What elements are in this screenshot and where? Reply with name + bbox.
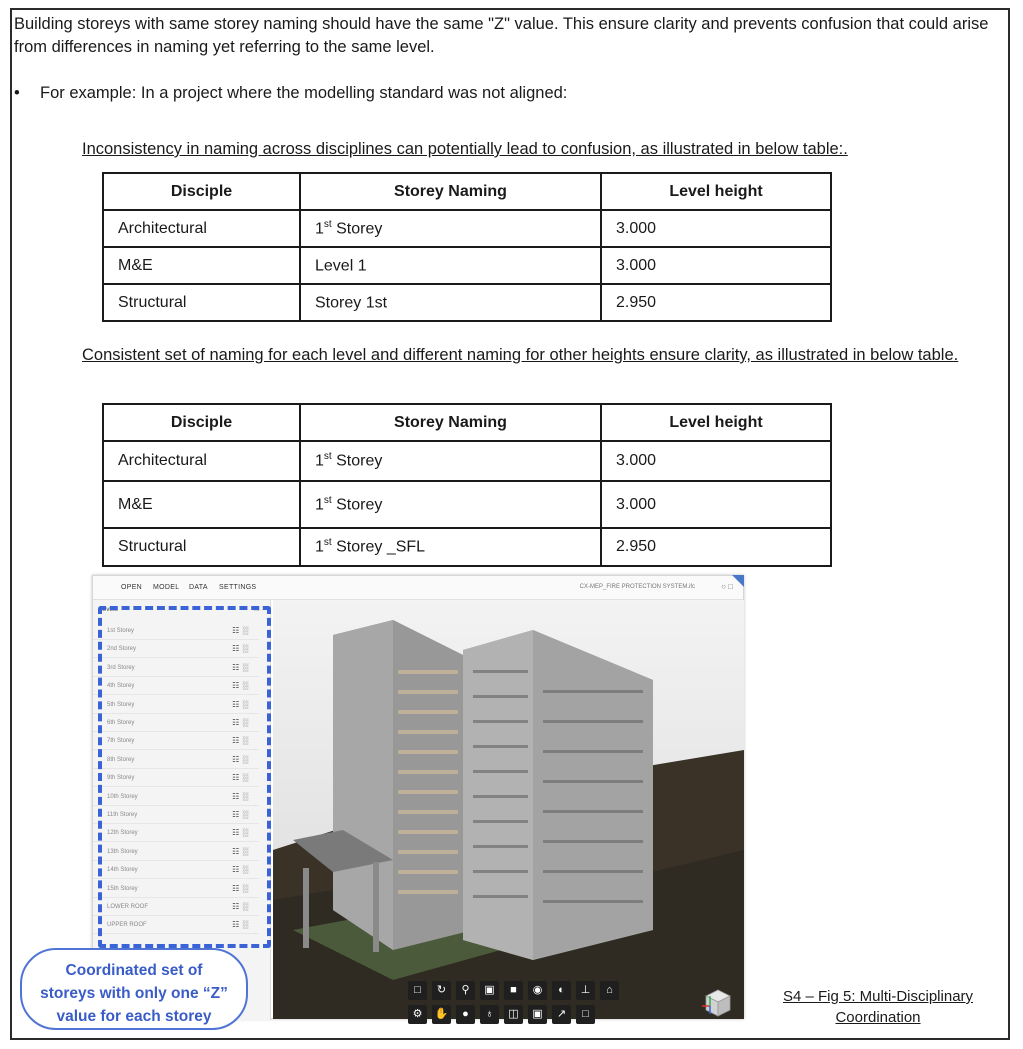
table-row: [103, 481, 831, 528]
levels-highlight-box: [98, 606, 271, 948]
user-icon[interactable]: ○ □: [721, 582, 733, 591]
level-visibility-icon[interactable]: ☷░: [232, 902, 251, 911]
level-name: 15th Storey: [107, 885, 138, 892]
table-row: [103, 210, 831, 247]
level-name: 6th Storey: [107, 720, 135, 726]
level-visibility-icon[interactable]: ☷░: [232, 883, 251, 893]
viewer-file-name: CX-MEP_FIRE PROTECTION SYSTEM.ifc: [579, 584, 695, 590]
cell-discipline: Structural: [103, 528, 300, 566]
level-name: 13th Storey: [107, 848, 138, 855]
header-storey-naming: Storey Naming: [300, 173, 601, 210]
cell-level-height: 3.000: [601, 247, 831, 284]
panel-close-icon[interactable]: □ ×: [254, 604, 266, 613]
viewer-menu-bar: [93, 576, 743, 600]
callout-line: value for each storey: [56, 1008, 212, 1025]
table-row: [103, 441, 831, 481]
table-row: [103, 528, 831, 566]
level-name: 10th Storey: [107, 793, 138, 800]
camera-icon[interactable]: ■: [504, 981, 523, 1000]
crop-icon[interactable]: □: [576, 1005, 595, 1024]
level-name: 1st Storey: [107, 628, 135, 634]
header-level-height: Level height: [601, 404, 831, 441]
model-3d-view[interactable]: [273, 600, 744, 1019]
cell-discipline: Architectural: [103, 441, 300, 481]
axes-icon[interactable]: ⊥: [576, 981, 595, 1000]
cell-storey-naming: Level 1: [300, 247, 601, 284]
level-name: UPPER ROOF: [107, 922, 147, 929]
rotate-icon[interactable]: ↻: [432, 981, 451, 1000]
table2-caption: Consistent set of naming for each level and different naming for other heights ensure clarity, as illustrated in below table.: [82, 346, 959, 364]
header-storey-naming: Storey Naming: [300, 404, 601, 441]
level-visibility-icon[interactable]: ☷░: [232, 920, 251, 930]
corner-tab-icon[interactable]: [732, 575, 744, 587]
menu-settings[interactable]: SETTINGS: [219, 584, 257, 591]
menu-open[interactable]: OPEN: [121, 584, 143, 591]
measure-icon[interactable]: ↗: [552, 1005, 571, 1024]
level-name: 3rd Storey: [107, 664, 135, 671]
level-visibility-icon[interactable]: ☷░: [232, 846, 251, 856]
cell-storey-naming: 1st Storey _SFL: [300, 528, 601, 566]
callout-bubble: [20, 948, 248, 1030]
table1-caption: Inconsistency in naming across disciplines can potentially lead to confusion, as illustrated in below table:.: [82, 140, 848, 158]
level-name: 8th Storey: [107, 756, 135, 763]
section-icon[interactable]: ◫: [504, 1005, 523, 1024]
level-visibility-icon[interactable]: ☷░: [232, 699, 251, 709]
zoom-icon[interactable]: ⚲: [456, 981, 475, 1000]
bullet-text: For example: In a project where the modelling standard was not aligned:: [40, 84, 568, 102]
paint-icon[interactable]: ◉: [528, 981, 547, 1000]
table-row: [103, 284, 831, 321]
walk-person-icon[interactable]: ♁: [480, 1005, 499, 1024]
cell-discipline: M&E: [103, 481, 300, 528]
callout-line: storeys with only one “Z”: [40, 985, 228, 1002]
navigation-cube-icon[interactable]: [698, 984, 734, 1020]
level-visibility-icon[interactable]: ☷░: [232, 828, 251, 838]
cell-storey-naming: 1st Storey: [300, 441, 601, 481]
table-consistent-naming: [102, 403, 832, 567]
level-visibility-icon[interactable]: ☷░: [232, 754, 251, 764]
table-row: [103, 247, 831, 284]
cell-level-height: 2.950: [601, 284, 831, 321]
level-name: 5th Storey: [107, 701, 135, 708]
table-inconsistent-naming: [102, 172, 832, 322]
settings-icon[interactable]: ⚙: [408, 1005, 427, 1024]
levels-panel-title: Levels: [99, 606, 118, 613]
figure-caption-line: Coordination: [835, 1009, 921, 1026]
contrast-icon[interactable]: ◐: [552, 981, 571, 1000]
fit-view-icon[interactable]: ▣: [528, 1005, 547, 1024]
level-visibility-icon[interactable]: ☷░: [232, 791, 251, 801]
table-header-row: [103, 404, 831, 441]
header-discipline: Disciple: [103, 173, 300, 210]
image-icon[interactable]: ▣: [480, 981, 499, 1000]
level-name: 7th Storey: [107, 738, 135, 745]
select-box-icon[interactable]: □: [408, 981, 427, 1000]
bullet-item: [14, 84, 567, 103]
cell-storey-naming: Storey 1st: [300, 284, 601, 321]
header-level-height: Level height: [601, 173, 831, 210]
table-header-row: [103, 173, 831, 210]
intro-paragraph: Building storeys with same storey naming should have the same "Z" value. This ensure clarity and prevents confusion that could arise from differences in naming yet referring to the same level.: [14, 15, 989, 56]
level-name: 2nd Storey: [107, 646, 137, 653]
level-visibility-icon[interactable]: ☷░: [232, 626, 251, 635]
figure-caption: [758, 986, 998, 1028]
pan-hand-icon[interactable]: ✋: [432, 1005, 451, 1024]
level-visibility-icon[interactable]: ☷░: [232, 736, 251, 746]
home-icon[interactable]: ⌂: [600, 981, 619, 1000]
level-name: 4th Storey: [107, 683, 135, 690]
callout-line: Coordinated set of: [65, 962, 203, 979]
header-discipline: Disciple: [103, 404, 300, 441]
building-model-illustration: [273, 600, 744, 1019]
cell-discipline: Structural: [103, 284, 300, 321]
viewer-toolbar: [408, 981, 622, 1027]
level-name: 9th Storey: [107, 775, 135, 782]
level-name: 12th Storey: [107, 830, 138, 837]
menu-data[interactable]: DATA: [189, 584, 208, 591]
level-visibility-icon[interactable]: ☷░: [232, 681, 251, 691]
figure-caption-line: S4 – Fig 5: Multi-Disciplinary: [782, 988, 974, 1005]
cell-level-height: 2.950: [601, 528, 831, 566]
menu-model[interactable]: MODEL: [153, 584, 180, 591]
level-name: LOWER ROOF: [107, 904, 149, 910]
cell-level-height: 3.000: [601, 441, 831, 481]
bullet-marker: •: [14, 84, 20, 102]
cell-storey-naming: 1st Storey: [300, 481, 601, 528]
cell-level-height: 3.000: [601, 481, 831, 528]
cell-discipline: M&E: [103, 247, 300, 284]
level-name: 14th Storey: [107, 867, 138, 874]
cell-level-height: 3.000: [601, 210, 831, 247]
level-visibility-icon[interactable]: ☷░: [232, 865, 251, 875]
level-visibility-icon[interactable]: ☷░: [232, 644, 251, 654]
level-visibility-icon[interactable]: ☷░: [232, 773, 251, 783]
level-visibility-icon[interactable]: ☷░: [232, 810, 251, 819]
cell-storey-naming: 1st Storey: [300, 210, 601, 247]
cell-discipline: Architectural: [103, 210, 300, 247]
level-visibility-icon[interactable]: ☷░: [232, 718, 251, 727]
level-name: 11th Storey: [107, 812, 138, 818]
lock-icon[interactable]: ●: [456, 1005, 475, 1024]
level-visibility-icon[interactable]: ☷░: [232, 662, 251, 672]
